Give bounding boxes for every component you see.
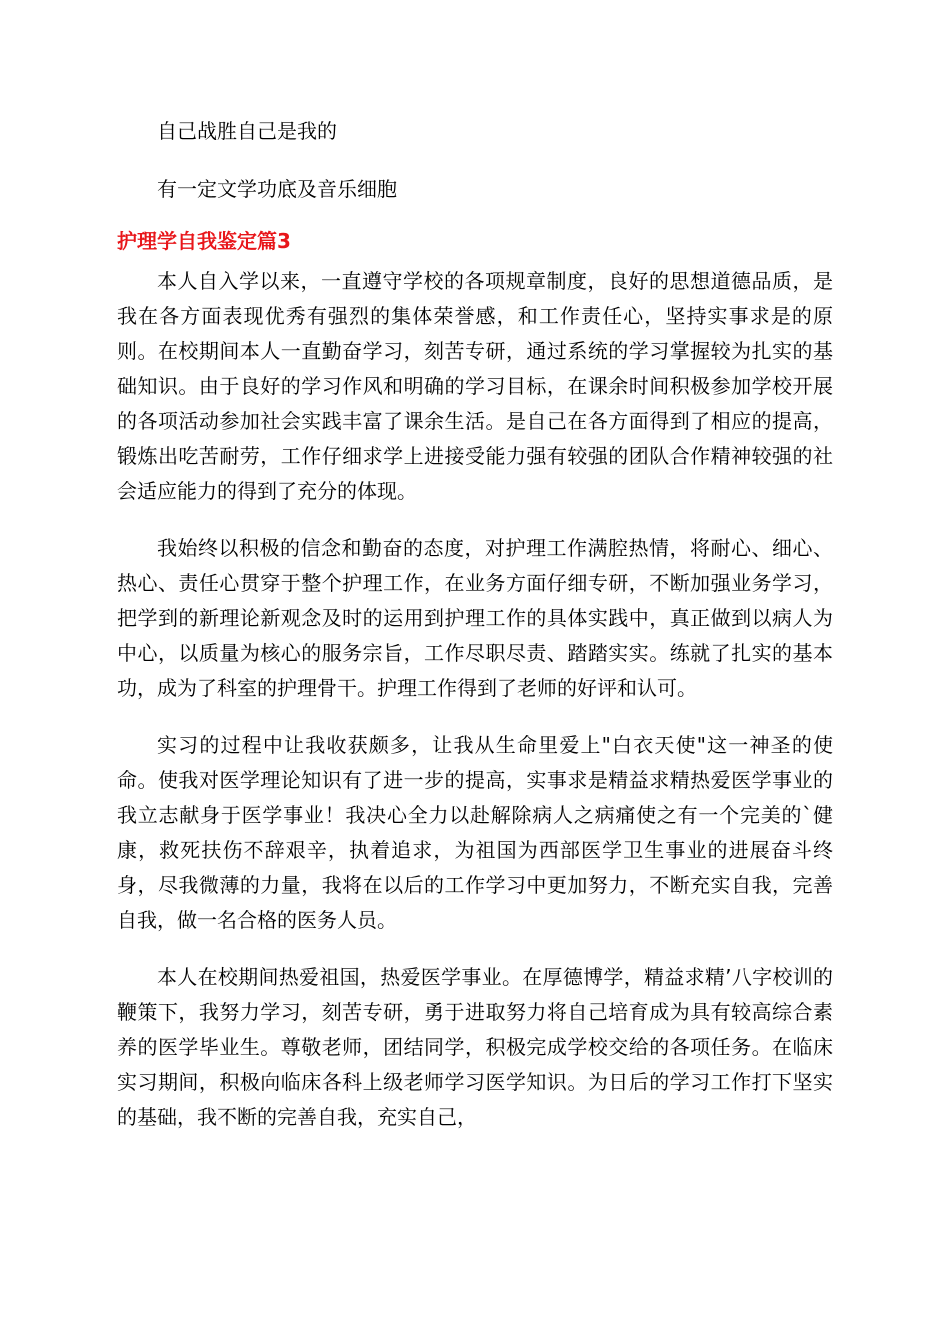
paragraph-4: 本人在校期间热爱祖国，热爱医学事业。在厚德博学，精益求精’八字校训的鞭策下，我努力学习，刻苦专研，勇于进取努力将自己培育成为具有较高综合素养的医学毕业生。尊敬老师，团结同学，积极完成学校交给的各项任务。在临床实习期间，积极向临床各科上级老师学习医学知识。为日后的学习工作打下坚实的基础，我不断的完善自我，充实自己， [117,965,833,1129]
paragraph-3: 实习的过程中让我收获颇多，让我从生命里爱上"白衣天使"这一神圣的使命。使我对医学理论知识有了进一步的提高，实事求是精益求精热爱医学事业的我立志献身于医学事业！我决心全力以赴解除病人之病痛使之有一个完美的`健康，救死扶伤不辞艰辛，执着追求，为祖国为西部医学卫生事业的进展奋斗终身，尽我微薄的力量，我将在以后的工作学习中更加努力，不断充实自我，完善自我，做一名合格的医务人员。 [117,733,833,932]
section-heading: 护理学自我鉴定篇3 [117,229,291,253]
document-body [117,108,833,1157]
paragraph-1: 本人自入学以来，一直遵守学校的各项规章制度，良好的思想道德品质，是我在各方面表现优秀有强烈的集体荣誉感，和工作责任心，坚持实事求是的原则。在校期间本人一直勤奋学习，刻苦专研，通过系统的学习掌握较为扎实的基础知识。由于良好的学习作风和明确的学习目标，在课余时间积极参加学校开展的各项活动参加社会实践丰富了课余生活。是自己在各方面得到了相应的提高，锻炼出吃苦耐劳，工作仔细求学上进接受能力强有较强的团队合作精神较强的社会适应能力的得到了充分的体现。 [117,269,833,503]
text-line-1: 自己战胜自己是我的 [157,119,337,143]
paragraph-2: 我始终以积极的信念和勤奋的态度，对护理工作满腔热情，将耐心、细心、热心、责任心贯穿于整个护理工作，在业务方面仔细专研，不断加强业务学习，把学到的新理论新观念及时的运用到护理工作的具体实践中，真正做到以病人为中心，以质量为核心的服务宗旨，工作尽职尽责、踏踏实实。练就了扎实的基本功，成为了科室的护理骨干。护理工作得到了老师的好评和认可。 [117,536,833,700]
text-line-2: 有一定文学功底及音乐细胞 [157,177,397,201]
